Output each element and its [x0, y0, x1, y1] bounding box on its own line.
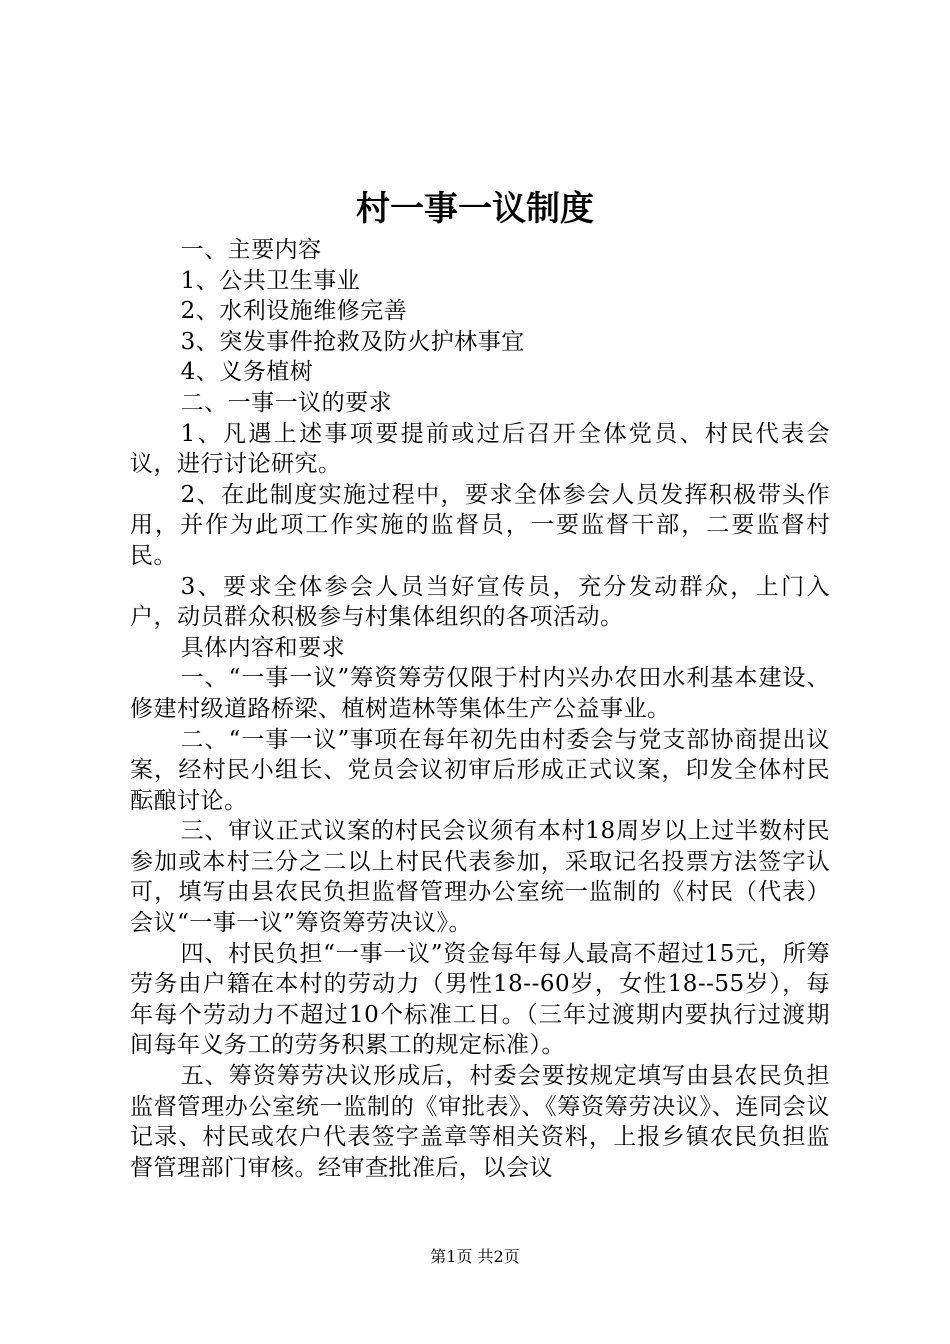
paragraph: 三、审议正式议案的村民会议须有本村18周岁以上过半数村民参加或本村三分之二以上村民代表参加，采取记名投票方法签字认可，填写由县农民负担监督管理办公室统一监制的《村民（代表）会议“一事一议”筹资筹劳决议》。	[130, 818, 830, 937]
paragraph: 3、突发事件抢救及防火护林事宜	[180, 328, 525, 355]
paragraph: 2、水利设施维修完善	[180, 298, 408, 325]
paragraph: 四、村民负担“一事一议”资金每年每人最高不超过15元，所筹劳务由户籍在本村的劳动力（男性18--60岁，女性18--55岁），每年每个劳动力不超过10个标准工日。（三年过渡期内要执行过渡期间每年义务工的劳务积累工的规定标准）。	[130, 940, 830, 1059]
paragraph: 一、主要内容	[180, 237, 322, 263]
paragraph: 1、凡遇上述事项要提前或过后召开全体党员、村民代表会议，进行讨论研究。	[130, 420, 830, 478]
paragraph: 4、义务植树	[180, 359, 314, 386]
paragraph: 3、要求全体参会人员当好宣传员，充分发动群众，上门入户，动员群众积极参与村集体组织的各项活动。	[130, 573, 830, 631]
page-footer: 第1页 共2页	[430, 1247, 520, 1266]
paragraph: 一、“一事一议”筹资筹劳仅限于村内兴办农田水利基本建设、修建村级道路桥梁、植树造林等集体生产公益事业。	[130, 665, 830, 722]
paragraph: 二、一事一议的要求	[180, 389, 393, 416]
document-title: 村一事一议制度	[356, 189, 594, 229]
paragraph: 具体内容和要求	[180, 634, 346, 661]
paragraph: 二、“一事一议”事项在每年初先由村委会与党支部协商提出议案，经村民小组长、党员会议初审后形成正式议案，印发全体村民酝酿讨论。	[130, 726, 830, 814]
paragraph: 五、筹资筹劳决议形成后，村委会要按规定填写由县农民负担监督管理办公室统一监制的《审批表》、《筹资筹劳决议》、连同会议记录、村民或农户代表签字盖章等相关资料，上报乡镇农民负担监督管理部门审核。经审查批准后，以会议	[130, 1063, 830, 1181]
paragraph: 2、在此制度实施过程中，要求全体参会人员发挥积极带头作用，并作为此项工作实施的监督员，一要监督干部，二要监督村民。	[130, 481, 830, 569]
paragraph: 1、公共卫生事业	[180, 267, 361, 294]
document-body	[130, 235, 830, 1183]
